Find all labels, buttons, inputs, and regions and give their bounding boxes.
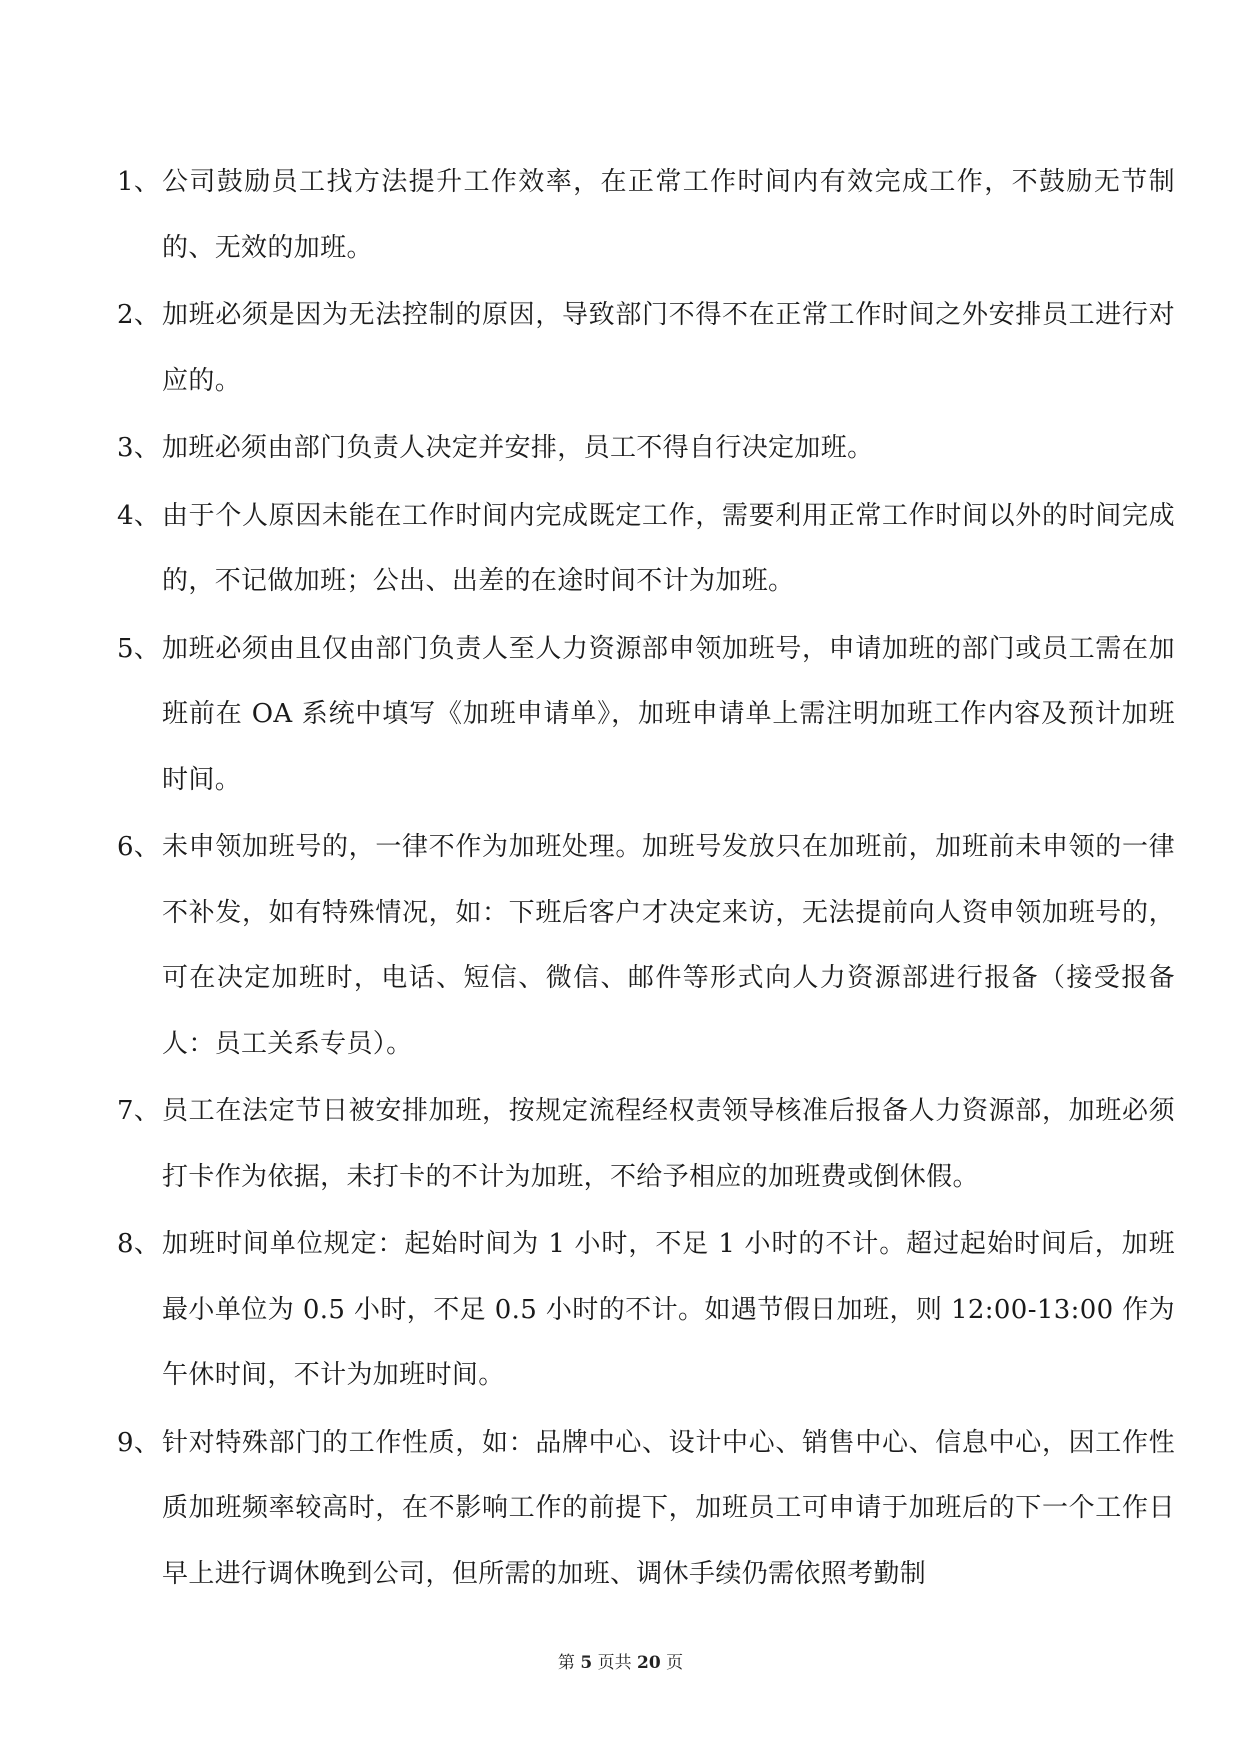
list-item xyxy=(117,1212,1175,1409)
rule-text: 加班必须是因为无法控制的原因，导致部门不得不在正常工作时间之外安排员工进行对应的。 xyxy=(162,300,1175,396)
page-footer xyxy=(0,1652,1241,1674)
footer-total-pages: 20 xyxy=(636,1653,661,1673)
rule-number: 8、 xyxy=(117,1229,161,1259)
list-item xyxy=(117,1411,1175,1608)
rule-text: 加班时间单位规定：起始时间为 1 小时，不足 1 小时的不计。超过起始时间后，加班最小单位为 0.5 小时，不足 0.5 小时的不计。如遇节假日加班，则 12:00-13:00 作为午休时间，不计为加班时间。 xyxy=(162,1229,1175,1390)
rules-list xyxy=(117,150,1175,1609)
rule-number: 5、 xyxy=(117,633,161,664)
rule-number: 4、 xyxy=(117,500,161,531)
rule-number: 2、 xyxy=(117,300,161,330)
list-item xyxy=(117,815,1175,1077)
list-item xyxy=(117,283,1175,414)
rule-text: 加班必须由且仅由部门负责人至人力资源部申领加班号，申请加班的部门或员工需在加班前在 OA 系统中填写《加班申请单》，加班申请单上需注明加班工作内容及预计加班时间。 xyxy=(162,633,1175,795)
footer-middle: 页共 xyxy=(597,1653,632,1673)
footer-page-number: 5 xyxy=(580,1653,593,1673)
rule-number: 6、 xyxy=(117,832,161,862)
list-item xyxy=(117,484,1175,615)
rule-text: 公司鼓励员工找方法提升工作效率，在正常工作时间内有效完成工作，不鼓励无节制的、无效的加班。 xyxy=(162,167,1175,263)
rule-number: 9、 xyxy=(117,1427,161,1458)
list-item xyxy=(117,1079,1175,1210)
rule-text: 加班必须由部门负责人决定并安排，员工不得自行决定加班。 xyxy=(162,433,874,463)
list-item xyxy=(117,617,1175,814)
rule-number: 7、 xyxy=(117,1096,161,1126)
rule-text: 针对特殊部门的工作性质，如：品牌中心、设计中心、销售中心、信息中心，因工作性质加班频率较高时，在不影响工作的前提下，加班员工可申请于加班后的下一个工作日早上进行调休晚到公司，但所需的加班、调休手续仍需依照考勤制 xyxy=(162,1427,1175,1589)
list-item xyxy=(117,150,1175,281)
list-item xyxy=(117,416,1175,482)
rule-number: 3、 xyxy=(117,433,161,463)
rule-text: 由于个人原因未能在工作时间内完成既定工作，需要利用正常工作时间以外的时间完成的，不记做加班；公出、出差的在途时间不计为加班。 xyxy=(162,500,1175,596)
rule-text: 员工在法定节日被安排加班，按规定流程经权责领导核准后报备人力资源部，加班必须打卡作为依据，未打卡的不计为加班，不给予相应的加班费或倒休假。 xyxy=(162,1096,1175,1192)
rule-number: 1、 xyxy=(117,167,161,197)
rule-text: 未申领加班号的，一律不作为加班处理。加班号发放只在加班前，加班前未申领的一律不补发，如有特殊情况，如：下班后客户才决定来访，无法提前向人资申领加班号的，可在决定加班时，电话、短信、微信、邮件等形式向人力资源部进行报备（接受报备人：员工关系专员）。 xyxy=(162,832,1175,1059)
footer-prefix: 第 xyxy=(557,1653,575,1673)
footer-suffix: 页 xyxy=(666,1653,684,1673)
